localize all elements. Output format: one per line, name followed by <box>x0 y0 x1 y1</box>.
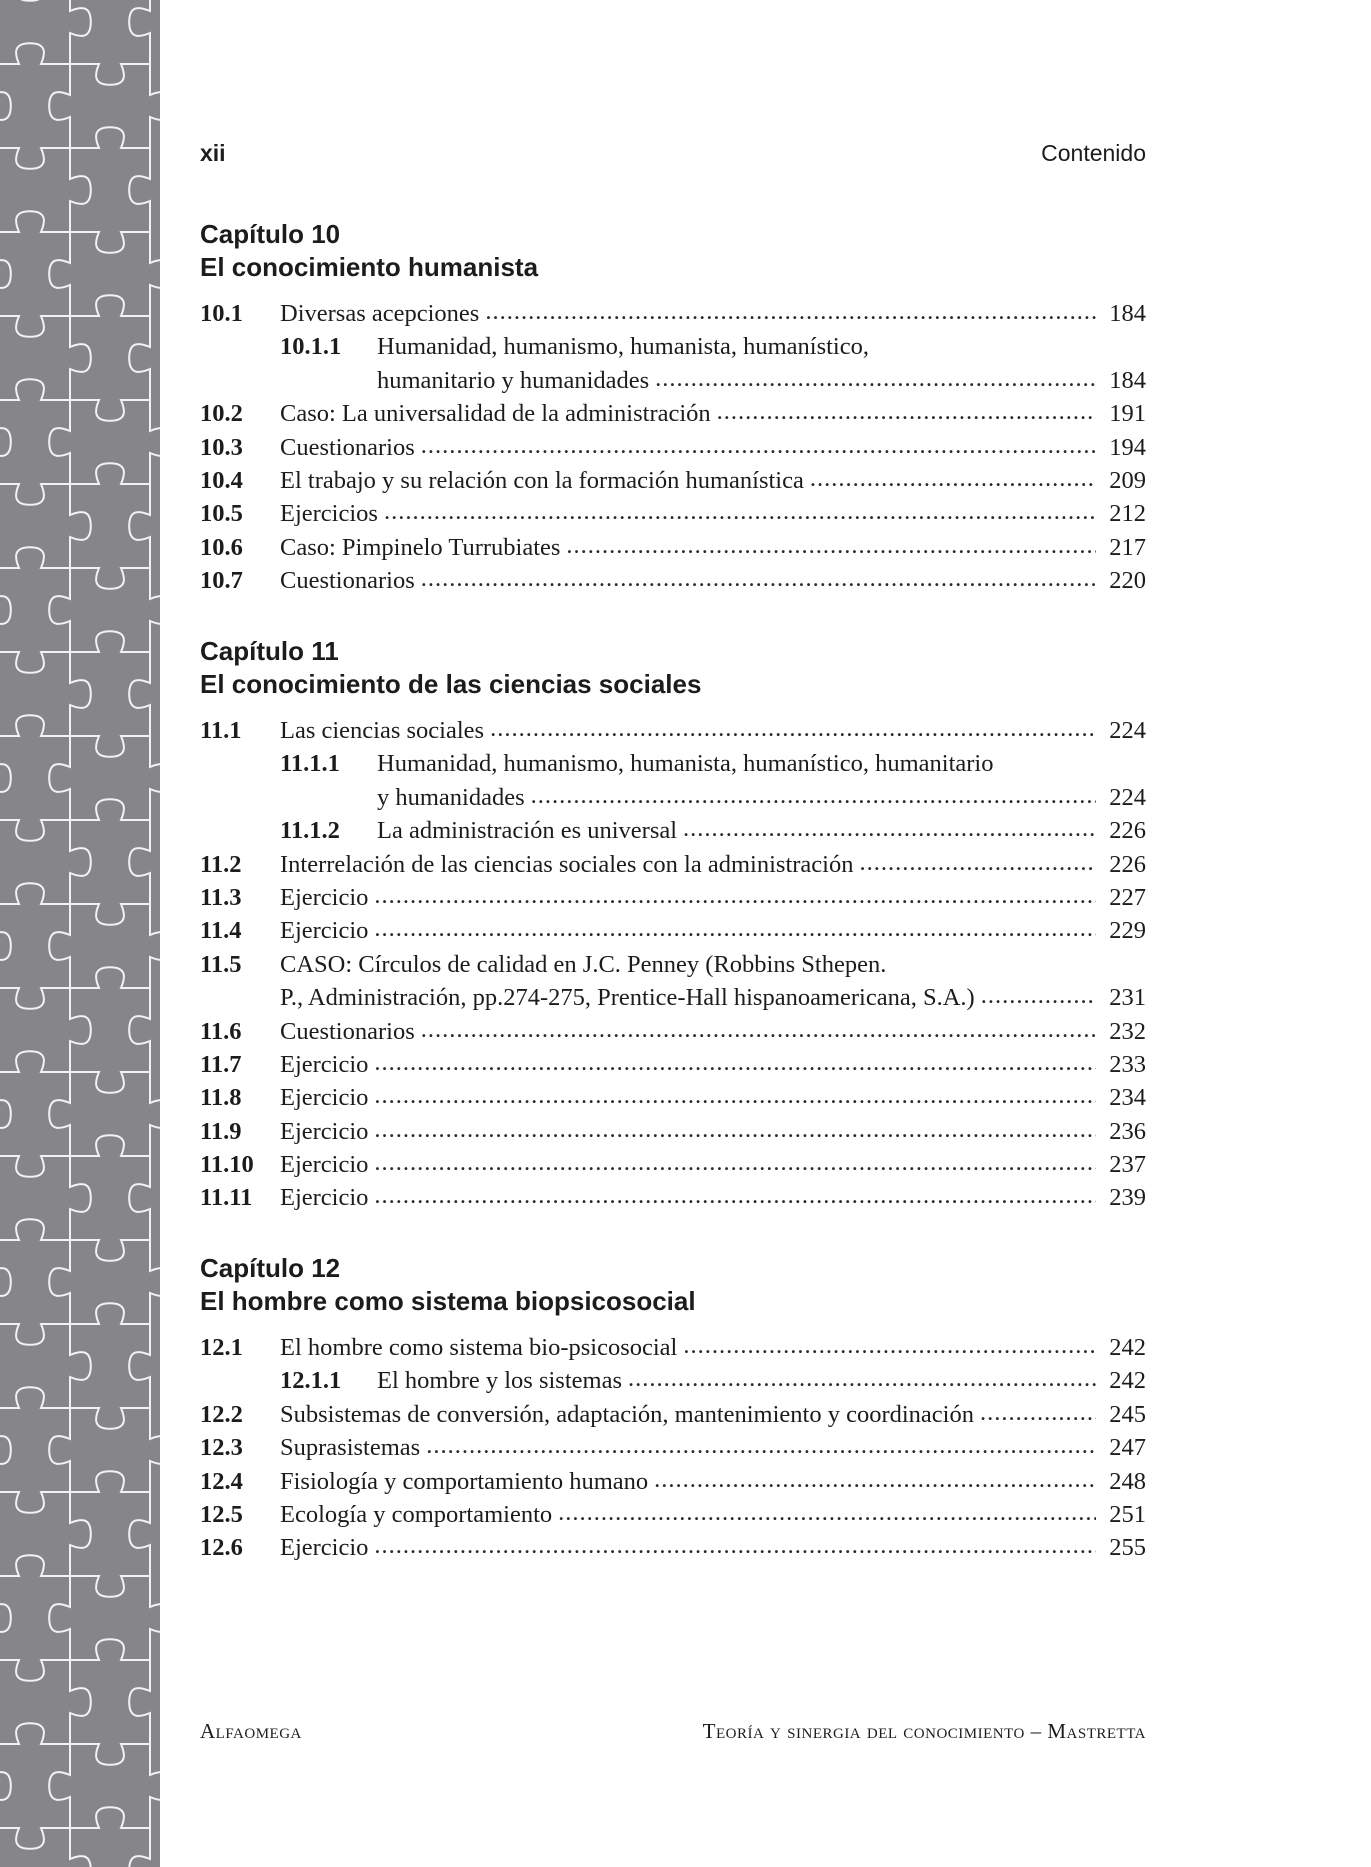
section-number: 12.3 <box>200 1434 243 1462</box>
section-number: 10.4 <box>200 466 243 494</box>
dot-leader <box>421 1013 1096 1046</box>
section-number: 10.1.1 <box>280 333 342 361</box>
toc-line <box>200 881 1146 914</box>
toc-line <box>200 1015 1146 1048</box>
toc-line <box>200 464 1146 497</box>
section-number: 12.1 <box>200 1334 243 1361</box>
section-title: El trabajo y su relación con la formación humanística <box>280 466 804 494</box>
toc-line <box>200 814 1146 847</box>
page-reference: 234 <box>1109 1084 1146 1112</box>
toc-line-continuation <box>200 981 1146 1014</box>
section-title: La administración es universal <box>377 817 678 845</box>
dot-leader <box>628 1362 1096 1395</box>
chapter-12 <box>200 1252 1146 1565</box>
section-title-continuation: P., Administración, pp.274-275, Prentice-Hall hispanoamericana, S.A.) <box>280 984 975 1012</box>
section-number: 12.1.1 <box>280 1367 342 1395</box>
page-reference: 226 <box>1109 850 1146 878</box>
chapter-entries <box>200 714 1146 1215</box>
section-number: 11.1.2 <box>280 817 340 845</box>
page-reference: 184 <box>1109 366 1146 394</box>
section-title: Las ciencias sociales <box>280 717 485 744</box>
chapter-10 <box>200 218 1146 598</box>
section-title: Humanidad, humanismo, humanista, humanístico, humanitario <box>377 750 994 778</box>
toc-line <box>200 397 1146 430</box>
page-reference: 242 <box>1109 1367 1146 1395</box>
section-title: Humanidad, humanismo, humanista, humanístico, <box>377 333 869 361</box>
toc-line <box>200 497 1146 530</box>
puzzle-sidebar <box>0 0 160 1867</box>
page-reference: 255 <box>1109 1534 1146 1562</box>
section-title: Ejercicio <box>280 1084 369 1112</box>
dot-leader <box>859 846 1096 879</box>
toc-line <box>200 297 1146 330</box>
chapter-title: El hombre como sistema biopsicosocial <box>200 1286 696 1316</box>
toc-line <box>200 1115 1146 1148</box>
page-reference: 212 <box>1109 500 1146 528</box>
dot-leader <box>683 812 1096 845</box>
page-reference: 184 <box>1109 300 1146 327</box>
section-number: 12.5 <box>200 1500 243 1528</box>
section-number: 12.6 <box>200 1534 243 1562</box>
section-number: 10.2 <box>200 400 243 428</box>
section-title-continuation: humanitario y humanidades <box>377 366 650 394</box>
section-number: 11.4 <box>200 917 242 945</box>
toc-line <box>200 714 1146 747</box>
puzzle-pattern-icon <box>0 0 160 1867</box>
page-number: xii <box>200 140 226 166</box>
page-reference: 242 <box>1109 1334 1146 1361</box>
section-title: Ejercicio <box>280 1184 369 1212</box>
toc-line <box>200 1465 1146 1498</box>
dot-leader <box>490 712 1096 745</box>
dot-leader <box>558 1496 1096 1529</box>
toc-line <box>200 914 1146 947</box>
page-reference: 226 <box>1109 817 1146 845</box>
page-reference: 224 <box>1109 783 1146 811</box>
section-title: Ejercicio <box>280 1151 369 1179</box>
chapter-entries <box>200 297 1146 598</box>
page-reference: 191 <box>1109 400 1146 428</box>
toc-line <box>200 431 1146 464</box>
section-number: 10.7 <box>200 567 243 595</box>
page-reference: 209 <box>1109 466 1146 494</box>
page-reference: 194 <box>1109 433 1146 461</box>
section-title: El hombre y los sistemas <box>377 1367 622 1395</box>
section-number: 11.11 <box>200 1184 253 1212</box>
toc-line <box>200 747 1146 780</box>
dot-leader <box>374 912 1096 945</box>
dot-leader <box>384 495 1096 528</box>
page-reference: 232 <box>1109 1017 1146 1045</box>
page-reference: 251 <box>1109 1500 1146 1528</box>
footer-publisher: Alfaomega <box>200 1719 302 1743</box>
page-reference: 245 <box>1109 1400 1146 1428</box>
dot-leader <box>374 1113 1096 1146</box>
toc-line-continuation <box>200 364 1146 397</box>
toc-line <box>200 531 1146 564</box>
page-reference: 220 <box>1109 567 1146 595</box>
section-number: 11.5 <box>200 950 242 978</box>
section-title: Caso: Pimpinelo Turrubiates <box>280 533 561 561</box>
chapter-title: El conocimiento humanista <box>200 252 539 282</box>
dot-leader <box>374 1079 1096 1112</box>
section-title: El hombre como sistema bio-psicosocial <box>280 1334 678 1361</box>
section-title: Suprasistemas <box>280 1434 421 1462</box>
toc-line <box>200 1081 1146 1114</box>
dot-leader <box>426 1429 1096 1462</box>
section-title: Caso: La universalidad de la administración <box>280 400 711 428</box>
page-reference: 217 <box>1109 533 1146 561</box>
dot-leader <box>717 395 1096 428</box>
section-title: Cuestionarios <box>280 567 415 595</box>
page-reference: 224 <box>1109 717 1146 744</box>
toc-line <box>200 1531 1146 1564</box>
chapter-title: El conocimiento de las ciencias sociales <box>200 669 702 699</box>
section-title: Interrelación de las ciencias sociales con la administración <box>280 850 854 878</box>
page-reference: 236 <box>1109 1117 1146 1145</box>
toc-line <box>200 1498 1146 1531</box>
dot-leader <box>374 1146 1096 1179</box>
toc-line <box>200 1431 1146 1464</box>
section-title: Ejercicio <box>280 1117 369 1145</box>
section-title: Ecología y comportamiento <box>280 1500 553 1528</box>
dot-leader <box>421 429 1096 462</box>
section-number: 11.2 <box>200 850 242 878</box>
toc-line <box>200 1148 1146 1181</box>
chapter-entries <box>200 1331 1146 1565</box>
dot-leader <box>810 462 1096 495</box>
section-number: 12.4 <box>200 1467 243 1495</box>
section-number: 11.1 <box>200 717 242 744</box>
dot-leader <box>374 879 1096 912</box>
section-title: Ejercicio <box>280 1050 369 1078</box>
chapter-number: Capítulo 12 <box>200 1253 341 1283</box>
page-reference: 248 <box>1109 1467 1146 1495</box>
dot-leader <box>531 779 1096 812</box>
page-reference: 239 <box>1109 1184 1146 1212</box>
section-title: Cuestionarios <box>280 1017 415 1045</box>
page-reference: 229 <box>1109 917 1146 945</box>
dot-leader <box>374 1179 1096 1212</box>
toc-line <box>200 1048 1146 1081</box>
dot-leader <box>485 295 1096 328</box>
toc-line <box>200 848 1146 881</box>
dot-leader <box>566 529 1096 562</box>
section-title: Ejercicio <box>280 883 369 911</box>
dot-leader <box>374 1046 1096 1079</box>
section-number: 10.5 <box>200 500 243 528</box>
dot-leader <box>374 1529 1096 1562</box>
section-number: 11.6 <box>200 1017 242 1045</box>
page-reference: 233 <box>1109 1050 1146 1078</box>
toc-line <box>200 948 1146 981</box>
toc-line <box>200 330 1146 363</box>
section-title: Ejercicio <box>280 1534 369 1562</box>
toc-line <box>200 564 1146 597</box>
section-number: 11.9 <box>200 1117 242 1145</box>
chapter-number: Capítulo 10 <box>200 219 341 249</box>
toc-line <box>200 1364 1146 1397</box>
section-number: 10.3 <box>200 433 243 461</box>
toc-line <box>200 1398 1146 1431</box>
section-title: CASO: Círculos de calidad en J.C. Penney (Robbins Sthepen. <box>280 950 887 978</box>
section-title: Cuestionarios <box>280 433 415 461</box>
toc-line-continuation <box>200 781 1146 814</box>
dot-leader <box>981 979 1096 1012</box>
page-reference: 247 <box>1109 1434 1146 1462</box>
puzzle-outline-icon <box>0 0 160 1867</box>
page-reference: 237 <box>1109 1151 1146 1179</box>
section-number: 11.8 <box>200 1084 242 1112</box>
footer-book-title: Teoría y sinergia del conocimiento – Mastretta <box>702 1719 1146 1743</box>
section-number: 11.1.1 <box>280 750 340 778</box>
page-reference: 231 <box>1109 984 1146 1012</box>
toc-line <box>200 1181 1146 1214</box>
section-number: 10.6 <box>200 533 243 561</box>
chapter-11 <box>200 635 1146 1215</box>
section-title: Ejercicio <box>280 917 369 945</box>
section-number: 10.1 <box>200 300 243 327</box>
running-title: Contenido <box>1041 140 1146 166</box>
section-number: 11.10 <box>200 1151 254 1179</box>
section-title: Subsistemas de conversión, adaptación, mantenimiento y coordinación <box>280 1400 974 1428</box>
dot-leader <box>980 1396 1096 1429</box>
section-number: 12.2 <box>200 1400 243 1428</box>
section-number: 11.3 <box>200 883 242 911</box>
dot-leader <box>683 1329 1096 1362</box>
chapter-number: Capítulo 11 <box>200 636 339 666</box>
section-number: 11.7 <box>200 1050 242 1078</box>
section-title: Fisiología y comportamiento humano <box>280 1467 649 1495</box>
page-reference: 227 <box>1109 883 1146 911</box>
section-title: Diversas acepciones <box>280 300 480 327</box>
dot-leader <box>654 1463 1096 1496</box>
section-title-continuation: y humanidades <box>377 783 525 811</box>
section-title: Ejercicios <box>280 500 378 528</box>
dot-leader <box>421 562 1096 595</box>
dot-leader <box>655 362 1096 395</box>
toc-line <box>200 1331 1146 1364</box>
